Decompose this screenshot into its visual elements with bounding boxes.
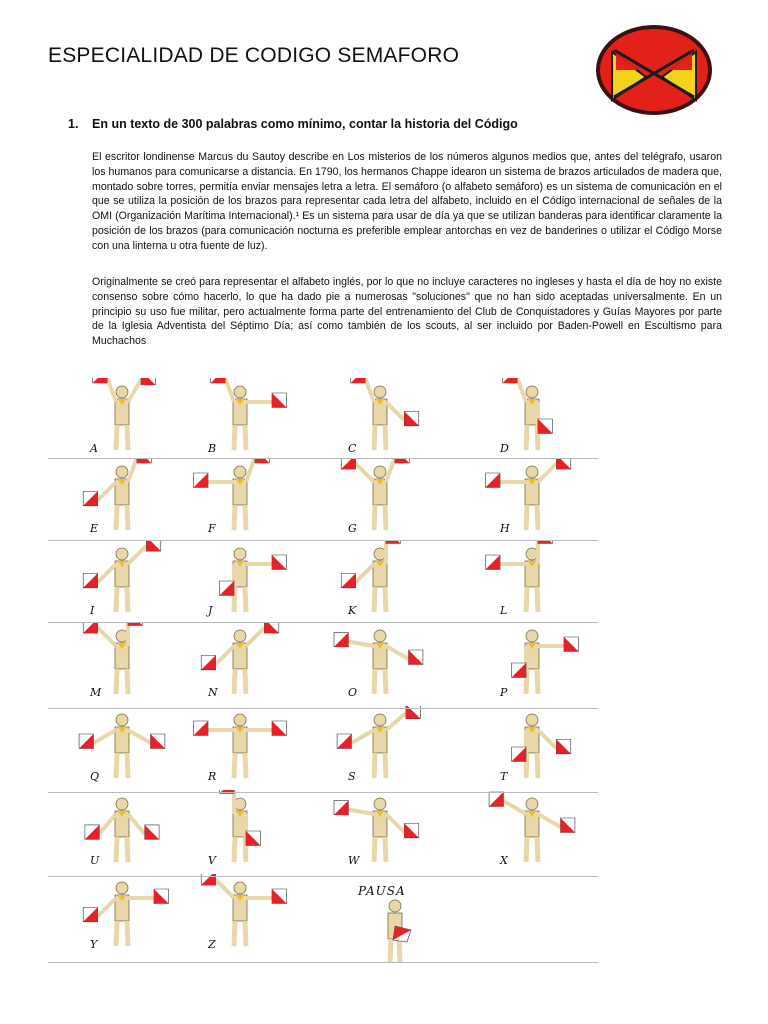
figure-leg: [127, 837, 128, 862]
letter-label-p: P: [500, 686, 508, 699]
semaphore-figure-o: [318, 622, 448, 704]
semaphore-figure-pausa: [355, 896, 435, 966]
semaphore-figure-r: [178, 706, 308, 788]
figure-head: [234, 548, 246, 560]
figure-leg: [234, 505, 235, 530]
semaphore-figure-a: [60, 378, 190, 460]
semaphore-figure-f: [178, 458, 308, 540]
semaphore-figure-c: [318, 378, 448, 460]
figure-arm: [246, 458, 255, 482]
figure-arm: [538, 464, 556, 482]
letter-label-g: G: [348, 522, 357, 535]
letter-label-a: A: [90, 442, 98, 455]
figure-leg: [374, 505, 375, 530]
figure-leg: [245, 921, 246, 946]
figure-arm: [98, 898, 116, 916]
figure-arm: [365, 378, 374, 402]
figure-arm: [246, 628, 264, 646]
row-separator: [48, 962, 598, 963]
letter-label-c: C: [348, 442, 357, 455]
figure-head: [374, 798, 386, 810]
semaphore-figure-h: [470, 458, 600, 540]
semaphore-figure-b: [178, 378, 308, 460]
figure-leg: [127, 587, 128, 612]
figure-leg: [127, 669, 128, 694]
figure-leg: [116, 505, 117, 530]
figure-arm: [503, 801, 526, 814]
figure-arm: [538, 814, 561, 827]
figure-leg: [127, 921, 128, 946]
figure-arm: [128, 379, 141, 402]
semaphore-figure-q: [60, 706, 190, 788]
paragraph-2: Originalmente se creó para representar el alfabeto inglés, por lo que no incluye caracteres no ingleses y hasta el día de hoy no existe consenso sobre cómo hacerlo, lo que ha dado pie a numerosas "soluciones" que no han sido aceptadas universalmente. En un principio su uso fue militar, pero actualmente forma parte del entrenamiento del Club de Conquistadores y Guías Mayores por parte de la Iglesia Adventista del Séptimo Día; así como también de los scouts, al ser incluido por Baden-Powell en Escultismo para Muchachos: [92, 276, 722, 348]
figure-leg: [116, 669, 117, 694]
figure-arm: [386, 458, 395, 482]
letter-label-l: L: [500, 604, 508, 617]
letter-label-j: J: [208, 604, 213, 617]
figure-arm: [216, 880, 234, 898]
figure-arm: [348, 641, 374, 646]
section-number: 1.: [68, 117, 79, 131]
semaphore-figure-v: [178, 790, 308, 872]
semaphore-figure-k: [318, 540, 448, 622]
letter-label-y: Y: [90, 938, 98, 951]
letter-label-b: B: [208, 442, 217, 455]
figure-leg: [526, 505, 527, 530]
letter-label-e: E: [90, 522, 99, 535]
page-title: ESPECIALIDAD DE CODIGO SEMAFORO: [48, 44, 460, 67]
section-heading-text: En un texto de 300 palabras como mínimo, contar la historia del Código: [92, 117, 518, 131]
figure-arm: [98, 564, 116, 582]
semaphore-badge-logo: [594, 22, 714, 117]
figure-arm: [351, 730, 374, 743]
figure-arm: [386, 713, 406, 730]
figure-leg: [234, 425, 235, 450]
figure-arm: [128, 814, 145, 834]
figure-arm: [128, 730, 151, 743]
figure-leg: [245, 753, 246, 778]
letter-label-t: T: [500, 770, 508, 783]
figure-leg: [385, 753, 386, 778]
figure-arm: [216, 646, 234, 664]
semaphore-figure-e: [60, 458, 190, 540]
figure-arm: [225, 378, 234, 402]
figure-arm: [356, 564, 374, 582]
figure-leg: [116, 921, 117, 946]
figure-head: [526, 798, 538, 810]
figure-head: [116, 714, 128, 726]
figure-leg: [537, 837, 538, 862]
figure-leg: [526, 587, 527, 612]
figure-leg: [385, 425, 386, 450]
figure-leg: [537, 587, 538, 612]
figure-leg: [127, 753, 128, 778]
figure-head: [526, 714, 538, 726]
figure-leg: [127, 425, 128, 450]
figure-head: [234, 882, 246, 894]
figure-leg: [116, 837, 117, 862]
semaphore-figure-l: [470, 540, 600, 622]
figure-head: [526, 386, 538, 398]
semaphore-figure-t: [470, 706, 600, 788]
row-separator: [48, 622, 598, 623]
figure-leg: [234, 669, 235, 694]
figure-leg: [385, 587, 386, 612]
figure-arm: [348, 809, 374, 814]
letter-label-u: U: [90, 854, 100, 867]
letter-label-z: Z: [208, 938, 216, 951]
pausa-label: PAUSA: [358, 884, 406, 898]
semaphore-figure-m: [60, 622, 190, 704]
letter-label-h: H: [500, 522, 510, 535]
semaphore-figure-i: [60, 540, 190, 622]
figure-arm: [386, 402, 404, 420]
figure-arm: [93, 730, 116, 743]
letter-label-r: R: [208, 770, 217, 783]
figure-arm: [107, 378, 116, 402]
figure-arm: [98, 628, 116, 646]
letter-label-w: W: [348, 854, 360, 867]
figure-leg: [537, 669, 538, 694]
letter-label-o: O: [348, 686, 358, 699]
semaphore-figure-j: [178, 540, 308, 622]
figure-head: [234, 386, 246, 398]
figure-head: [374, 714, 386, 726]
figure-head: [526, 466, 538, 478]
figure-leg: [127, 505, 128, 530]
figure-leg: [234, 921, 235, 946]
letter-label-i: I: [90, 604, 95, 617]
figure-head: [116, 798, 128, 810]
semaphore-figure-g: [318, 458, 448, 540]
row-separator: [48, 708, 598, 709]
section-heading: [68, 117, 518, 131]
figure-head: [116, 548, 128, 560]
figure-leg: [245, 505, 246, 530]
figure-head: [116, 466, 128, 478]
figure-leg: [526, 837, 527, 862]
letter-label-k: K: [348, 604, 357, 617]
figure-leg: [385, 837, 386, 862]
figure-leg: [116, 425, 117, 450]
figure-leg: [374, 587, 375, 612]
semaphore-figure-z: [178, 874, 308, 956]
figure-arm: [386, 646, 409, 659]
letter-label-m: M: [90, 686, 102, 699]
figure-leg: [374, 753, 375, 778]
row-separator: [48, 792, 598, 793]
figure-leg: [234, 837, 235, 862]
semaphore-figure-s: [318, 706, 448, 788]
figure-leg: [245, 587, 246, 612]
figure-head: [374, 630, 386, 642]
semaphore-figure-p: [470, 622, 600, 704]
figure-head: [234, 630, 246, 642]
semaphore-figure-w: [318, 790, 448, 872]
figure-leg: [374, 837, 375, 862]
figure-leg: [537, 753, 538, 778]
semaphore-figure-d: [470, 378, 600, 460]
figure-leg: [116, 587, 117, 612]
semaphore-figure-y: [60, 874, 190, 956]
row-separator: [48, 876, 598, 877]
figure-head: [374, 466, 386, 478]
semaphore-figure-u: [60, 790, 190, 872]
figure-leg: [245, 669, 246, 694]
figure-arm: [128, 546, 146, 564]
figure-head: [374, 386, 386, 398]
paragraph-1: El escritor londinense Marcus du Sautoy describe en Los misterios de los números algunos medios que, antes del telégrafo, usaron los humanos para comunicarse a distancia. En 1790, los hermanos Chappe idearon un sistema de brazos articulados de madera que, montado sobre torres, permitía enviar mensajes letra a letra. El semáforo (o alfabeto semáforo) es un sistema de comunicación en el que se utiliza la posición de los brazos para representar cada letra del alfabeto, incluido en el Código internacional de señales de la OMI (Organización Marítima Internacional).¹ Es un sistema para usar de día ya que se utilizan banderas para identificar claramente la posición de los brazos (para comunicación nocturna es preferible emplear antorchas en vez de banderines o utilizar el Código Morse con una linterna u otra fuente de luz).: [92, 151, 722, 252]
figure-arm: [128, 458, 137, 482]
figure-arm: [98, 482, 116, 500]
figure-head: [116, 882, 128, 894]
letter-label-q: Q: [90, 770, 100, 783]
semaphore-figure-n: [178, 622, 308, 704]
row-separator: [48, 458, 598, 459]
figure-leg: [526, 425, 527, 450]
letter-label-n: N: [208, 686, 218, 699]
figure-leg: [374, 669, 375, 694]
letter-label-v: V: [208, 854, 216, 867]
letter-label-x: X: [500, 854, 508, 867]
figure-arm: [99, 814, 116, 834]
figure-arm: [538, 730, 556, 748]
figure-arm: [356, 464, 374, 482]
figure-arm: [386, 814, 404, 832]
letter-label-s: S: [348, 770, 356, 783]
figure-head: [526, 630, 538, 642]
figure-leg: [385, 505, 386, 530]
figure-arm: [517, 378, 526, 402]
figure-head: [116, 386, 128, 398]
figure-head: [234, 466, 246, 478]
figure-leg: [234, 753, 235, 778]
figure-leg: [374, 425, 375, 450]
figure-leg: [245, 425, 246, 450]
figure-head: [234, 714, 246, 726]
figure-leg: [385, 669, 386, 694]
figure-leg: [116, 753, 117, 778]
figure-leg: [537, 505, 538, 530]
row-separator: [48, 540, 598, 541]
semaphore-figure-x: [470, 790, 600, 872]
letter-label-d: D: [500, 442, 509, 455]
letter-label-f: F: [208, 522, 216, 535]
